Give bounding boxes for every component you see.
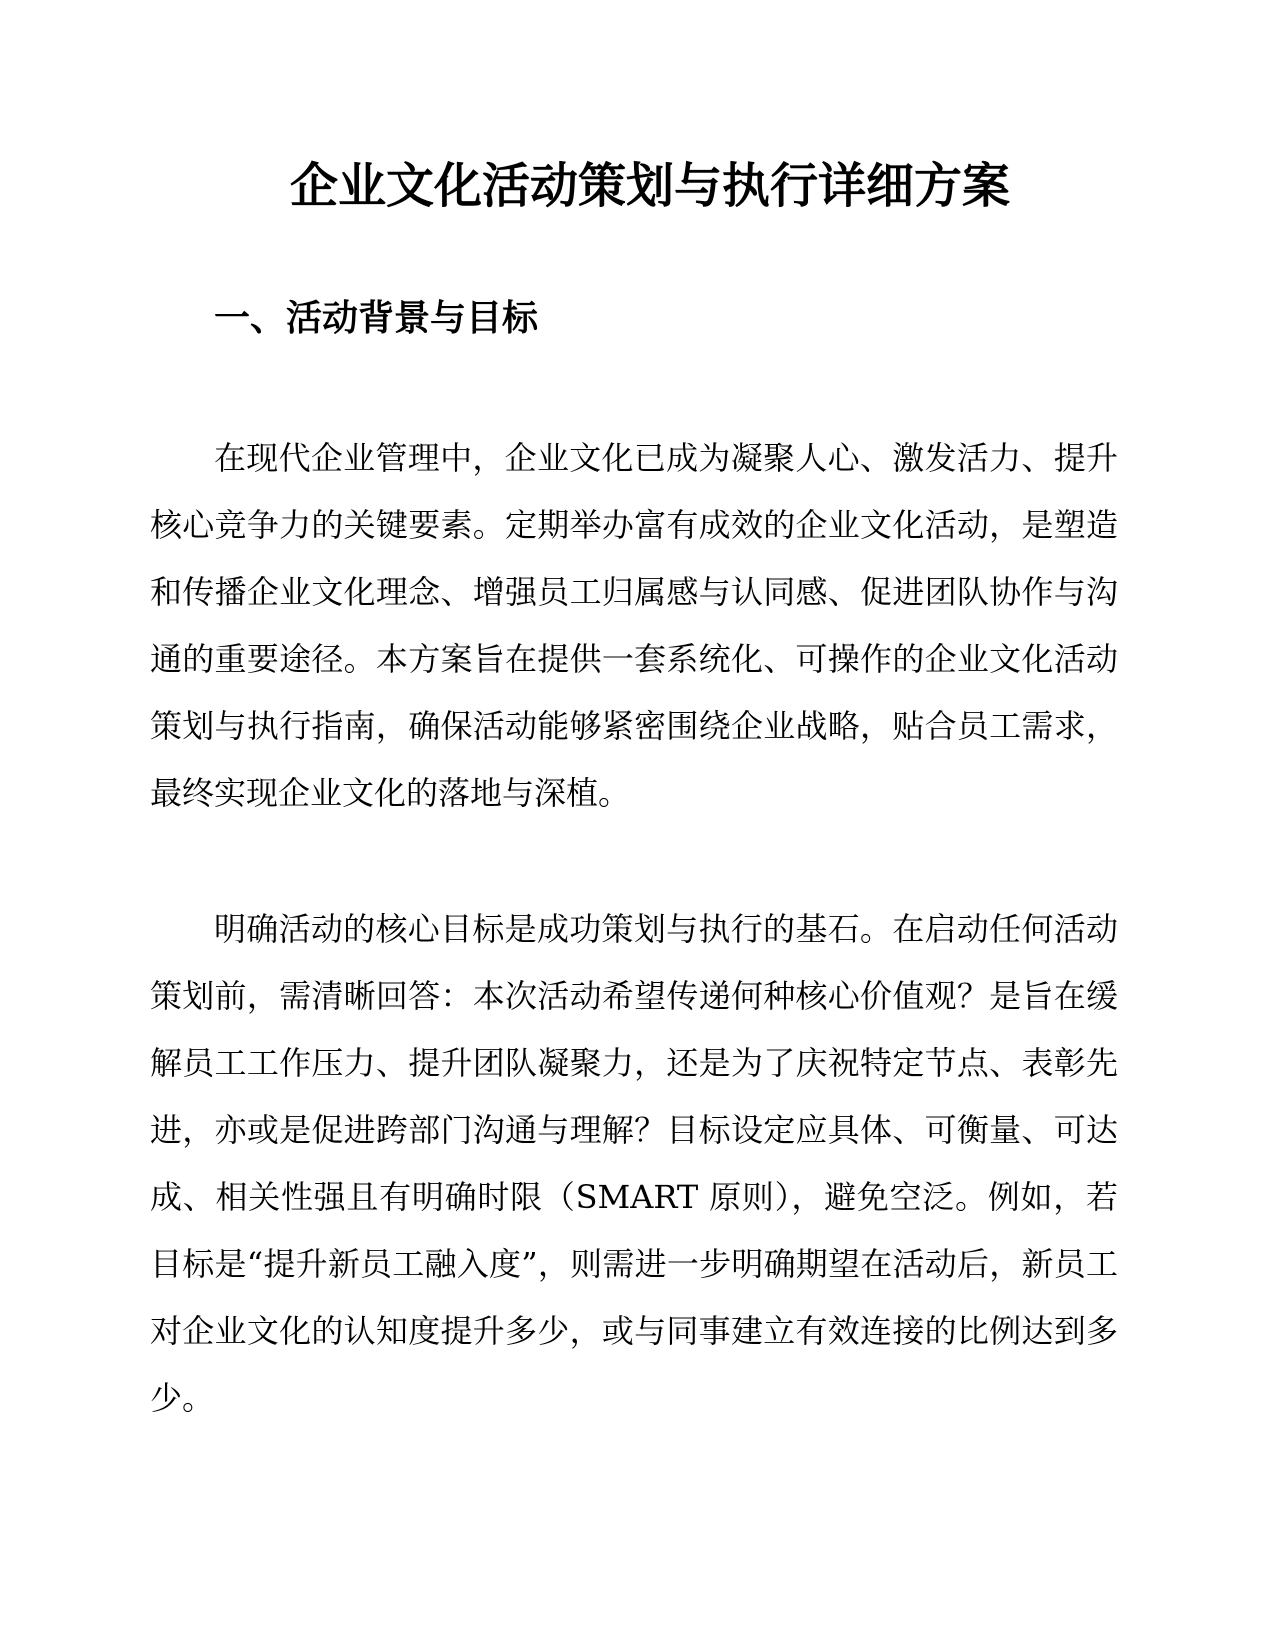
body-paragraph-background: 在现代企业管理中，企业文化已成为凝聚人心、激发活力、提升核心竞争力的关键要素。定期举办富有成效的企业文化活动，是塑造和传播企业文化理念、增强员工归属感与认同感、促进团队协作与沟通的重要途径。本方案旨在提供一套系统化、可操作的企业文化活动策划与执行指南，确保活动能够紧密围绕企业战略，贴合员工需求，最终实现企业文化的落地与深植。 xyxy=(150,439,1118,812)
document-title: 企业文化活动策划与执行详细方案 xyxy=(289,158,1010,214)
section-heading: 一、活动背景与目标 xyxy=(214,298,539,339)
body-paragraph-goals: 明确活动的核心目标是成功策划与执行的基石。在启动任何活动策划前，需清晰回答：本次活动希望传递何种核心价值观？是旨在缓解员工工作压力、提升团队凝聚力，还是为了庆祝特定节点、表彰先进，亦或是促进跨部门沟通与理解？目标设定应具体、可衡量、可达成、相关性强且有明确时限（SMART 原则），避免空泛。例如，若目标是“提升新员工融入度”，则需进一步明确期望在活动后，新员工对企业文化的认知度提升多少，或与同事建立有效连接的比例达到多少。 xyxy=(150,910,1118,1417)
